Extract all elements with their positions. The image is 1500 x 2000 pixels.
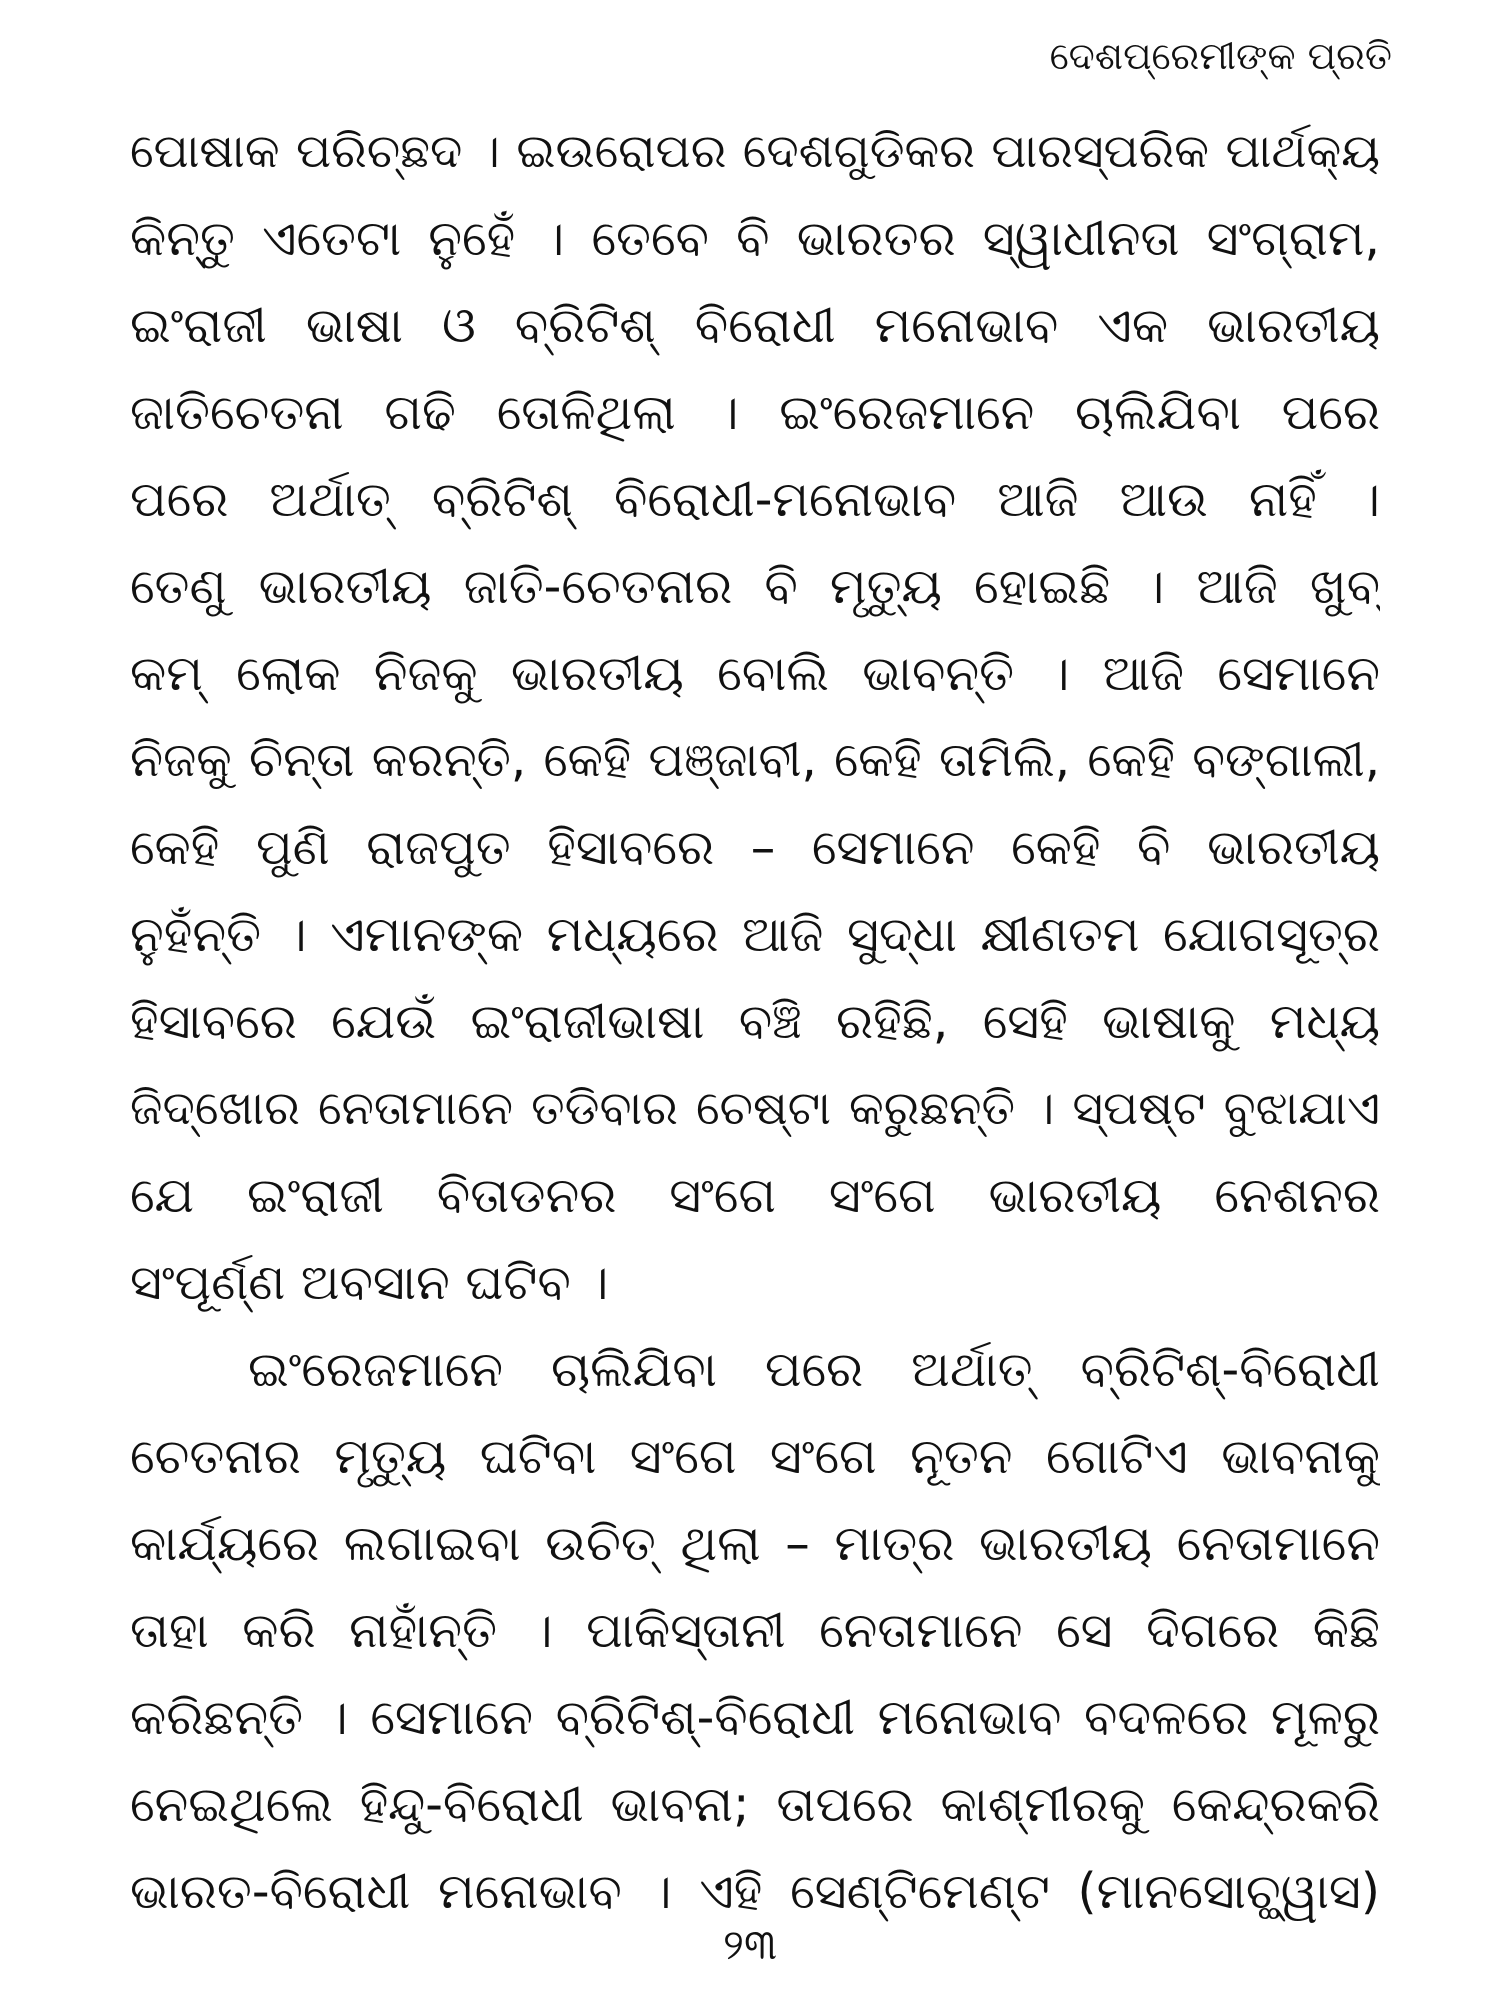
text-line: ପରେ ଅର୍ଥାତ୍ ବ୍ରିଟିଶ୍ ବିରୋଧୀ-ମନୋଭାବ ଆଜି ଆଉ ନାହିଁ ।: [130, 471, 1380, 528]
text-line: ନିଜକୁ ଚିନ୍ତା କରନ୍ତି, କେହି ପଞ୍ଜାବୀ, କେହି ତାମିଲି, କେହି ବଙ୍ଗାଲୀ,: [130, 732, 1380, 788]
text-line: ତାହା କରି ନାହାଁନ୍ତି । ପାକିସ୍ତାନୀ ନେତାମାନେ ସେ ଦିଗରେ କିଛି: [130, 1602, 1380, 1659]
page-number: ୨୩: [723, 1920, 777, 1969]
text-line: ପୋଷାକ ପରିଚ୍ଛଦ । ଇଉରୋପର ଦେଶଗୁଡିକର ପାରସ୍ପରିକ ପାର୍ଥକ୍ୟ: [130, 124, 1380, 179]
text-line: ନେଇଥିଲେ ହିନ୍ଦୁ-ବିରୋଧୀ ଭାବନା; ତାପରେ କାଶ୍ମୀରକୁ କେନ୍ଦ୍ରକରି: [130, 1776, 1380, 1833]
text-line: ଜାତିଚେତନା ଗଢି ତୋଳିଥିଲା । ଇଂରେଜମାନେ ଚାଲିଯିବା ପରେ: [130, 384, 1380, 441]
text-line: ଜିଦ୍‌ଖୋର ନେତାମାନେ ତଡିବାର ଚେଷ୍ଟା କରୁଛନ୍ତି । ସ୍ପଷ୍ଟ ବୁଝାଯାଏ: [130, 1081, 1380, 1136]
text-line: କମ୍ ଲୋକ ନିଜକୁ ଭାରତୀୟ ବୋଲି ଭାବନ୍ତି । ଆଜି ସେମାନେ: [130, 645, 1380, 702]
text-line: ଇଂରେଜମାନେ ଚାଲିଯିବା ପରେ ଅର୍ଥାତ୍ ବ୍ରିଟିଶ୍-ବିରୋଧୀ: [248, 1341, 1380, 1398]
text-line: ଯେ ଇଂରାଜୀ ବିତାଡନର ସଂଗେ ସଂଗେ ଭାରତୀୟ ନେଶନର: [130, 1167, 1380, 1224]
text-line: ଭାରତ-ବିରୋଧୀ ମନୋଭାବ । ଏହି ସେଣ୍ଟିମେଣ୍ଟ (ମାନସୋଚ୍ଛ୍ୱାସ): [130, 1863, 1380, 1920]
body-text: [130, 108, 1380, 1935]
paragraph-2: [130, 1326, 1380, 1935]
running-header: ଦେଶପ୍ରେମୀଙ୍କ ପ୍ରତି: [1049, 34, 1392, 78]
text-line: ହିସାବରେ ଯେଉଁ ଇଂରାଜୀଭାଷା ବଞ୍ଚି ରହିଛି, ସେହି ଭାଷାକୁ ମଧ୍ୟ: [130, 993, 1380, 1050]
text-line: ଇଂରାଜୀ ଭାଷା ଓ ବ୍ରିଟିଶ୍ ବିରୋଧୀ ମନୋଭାବ ଏକ ଭାରତୀୟ: [130, 297, 1380, 354]
text-line: ତେଣୁ ଭାରତୀୟ ଜାତି-ଚେତନାର ବି ମୃତ୍ୟୁ ହୋଇଛି । ଆଜି ଖୁବ୍: [130, 558, 1380, 615]
text-line: ସଂପୂର୍ଣ୍ଣ ଅବସାନ ଘଟିବ ।: [130, 1254, 609, 1311]
text-line: କିନ୍ତୁ ଏତେଟା ନୁହେଁ । ତେବେ ବି ଭାରତର ସ୍ୱାଧୀନତା ସଂଗ୍ରାମ,: [130, 210, 1380, 267]
text-line: କେହି ପୁଣି ରାଜପୁତ ହିସାବରେ – ସେମାନେ କେହି ବି ଭାରତୀୟ: [130, 819, 1380, 876]
paragraph-1: [130, 108, 1380, 1326]
text-line: କରିଛନ୍ତି । ସେମାନେ ବ୍ରିଟିଶ୍-ବିରୋଧୀ ମନୋଭାବ ବଦଳରେ ମୂଳରୁ: [130, 1689, 1380, 1746]
text-line: ଚେତନାର ମୃତ୍ୟୁ ଘଟିବା ସଂଗେ ସଂଗେ ନୂତନ ଗୋଟିଏ ଭାବନାକୁ: [130, 1428, 1380, 1485]
text-line: ନୁହଁନ୍ତି । ଏମାନଙ୍କ ମଧ୍ୟରେ ଆଜି ସୁଦ୍ଧା କ୍ଷୀଣତମ ଯୋଗସୂତ୍ର: [130, 906, 1380, 963]
text-line: କାର୍ଯ୍ୟରେ ଲଗାଇବା ଉଚିତ୍ ଥିଲା – ମାତ୍ର ଭାରତୀୟ ନେତାମାନେ: [130, 1515, 1380, 1572]
